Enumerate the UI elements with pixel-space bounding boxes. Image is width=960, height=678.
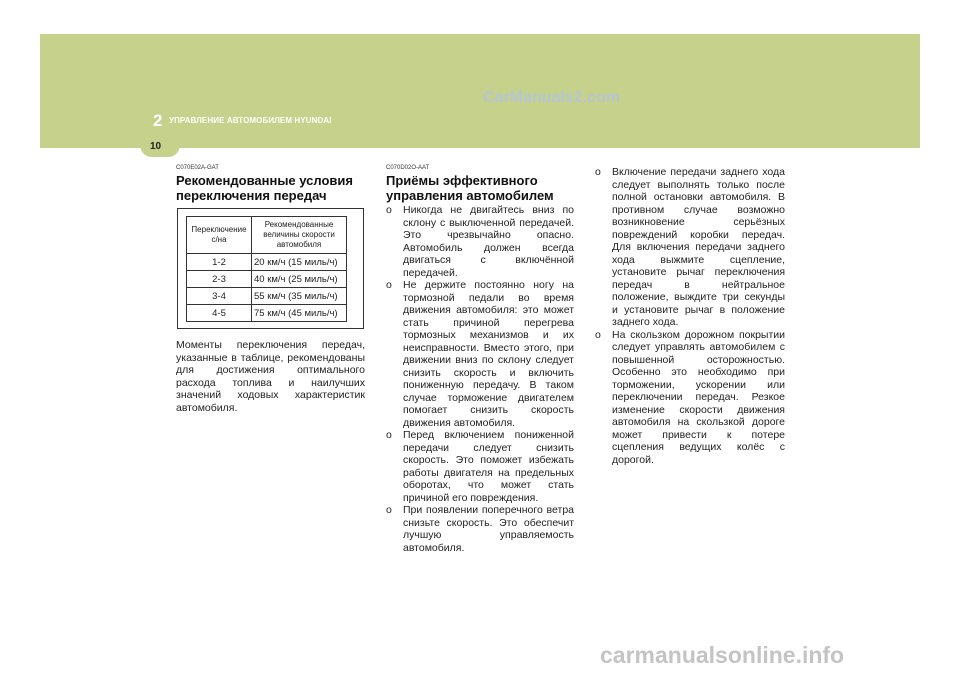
table-row xyxy=(187,271,347,288)
bullet-marker: o xyxy=(595,166,601,178)
table-header-row xyxy=(187,217,347,254)
bullet-marker: o xyxy=(386,504,392,516)
list-item-text: Не держите постоянно ногу на тормозной педали во время движения автомобиля: это может стать причиной перегрева тормозных механизмов и их неисправности. Вместо этого, при движении вниз по склону следует снизить скорость и включить пониженную передачу. В таком случае торможение двигателем помогает снизить скорость движения автомобиля. xyxy=(403,279,574,429)
bullet-marker: o xyxy=(386,279,392,291)
table-cell-speed: 40 км/ч (25 миль/ч) xyxy=(252,271,347,288)
body-paragraph: Моменты переключения передач, указанные в таблице, рекомендованы для достижения оптимального расхода топлива и наилучших значений ходовых характеристик автомобиля. xyxy=(176,339,365,414)
table-row xyxy=(187,254,347,271)
bullet-marker: o xyxy=(386,429,392,441)
section-heading: Приёмы эффективного управления автомобилем xyxy=(386,173,554,203)
list-item-text: Никогда не двигайтесь вниз по склону с выключенной передачей. Это чрезвычайно опасно. Автомобиль должен всегда двигаться с включённой передачей. xyxy=(403,204,574,279)
middle-column-text xyxy=(386,204,574,554)
shift-speed-table xyxy=(186,216,347,322)
table-cell-speed: 20 км/ч (15 миль/ч) xyxy=(252,254,347,271)
table-row xyxy=(187,305,347,322)
table-cell-shift: 1-2 xyxy=(187,254,252,271)
table-row xyxy=(187,288,347,305)
section-heading: Рекомендованные условия переключения передач xyxy=(176,173,354,203)
list-item-text: На скользком дорожном покрытии следует управлять автомобилем с повышенной осторожностью. Особенно это необходимо при торможении, ускорении или переключении передач. Резкое изменение скорости движения автомобиля на скользкой дороге может привести к потере сцепления ведущих колёс с дорогой. xyxy=(612,328,785,466)
table-cell-shift: 2-3 xyxy=(187,271,252,288)
section-code: C070D02O-AAT xyxy=(386,165,430,171)
list-item xyxy=(386,429,574,504)
bullet-marker: o xyxy=(386,204,392,216)
list-item xyxy=(595,166,785,329)
table-cell-shift: 3-4 xyxy=(187,288,252,305)
list-item-text: Включение передачи заднего хода следует выполнять только после полной остановки автомобиля. В противном случае возможно возникновение серьёзных повреждений коробки передач. Для включения передачи заднего хода выжмите сцепление, установите рычаг переключения передач в нейтральное положение, выждите три секунды и установите рычаг в положение заднего хода. xyxy=(612,166,785,328)
table-header-shift: Переключение с/на xyxy=(187,217,252,254)
list-item xyxy=(595,329,785,467)
list-item-text: Перед включением пониженной передачи следует снизить скорость. Это поможет избежать работы двигателя на предельных оборотах, что может стать причиной его повреждения. xyxy=(403,429,574,504)
table-cell-speed: 55 км/ч (35 миль/ч) xyxy=(252,288,347,305)
list-item xyxy=(386,279,574,429)
bullet-marker: o xyxy=(595,328,601,341)
table-header-speed: Рекомендованные величины скорости автомобиля xyxy=(252,217,347,254)
chapter-number: 2 xyxy=(153,111,163,130)
list-item-text: При появлении поперечного ветра снизьте скорость. Это обеспечит лучшую управляемость автомобиля. xyxy=(403,504,574,554)
section-code: C070E02A-GAT xyxy=(176,165,219,171)
left-column-text xyxy=(176,339,365,414)
watermark-bottom[interactable]: carmanualsonline.info xyxy=(600,642,845,668)
table-cell-speed: 75 км/ч (45 миль/ч) xyxy=(252,305,347,322)
header-green-panel xyxy=(40,34,920,148)
right-column-text xyxy=(595,166,785,466)
list-item xyxy=(386,204,574,279)
chapter-title: УПРАВЛЕНИЕ АВТОМОБИЛЕМ HYUNDAI xyxy=(169,116,332,125)
watermark-top[interactable]: CarManuals2.com xyxy=(483,89,620,106)
list-item xyxy=(386,504,574,554)
page-number: 10 xyxy=(150,141,162,152)
table-cell-shift: 4-5 xyxy=(187,305,252,322)
